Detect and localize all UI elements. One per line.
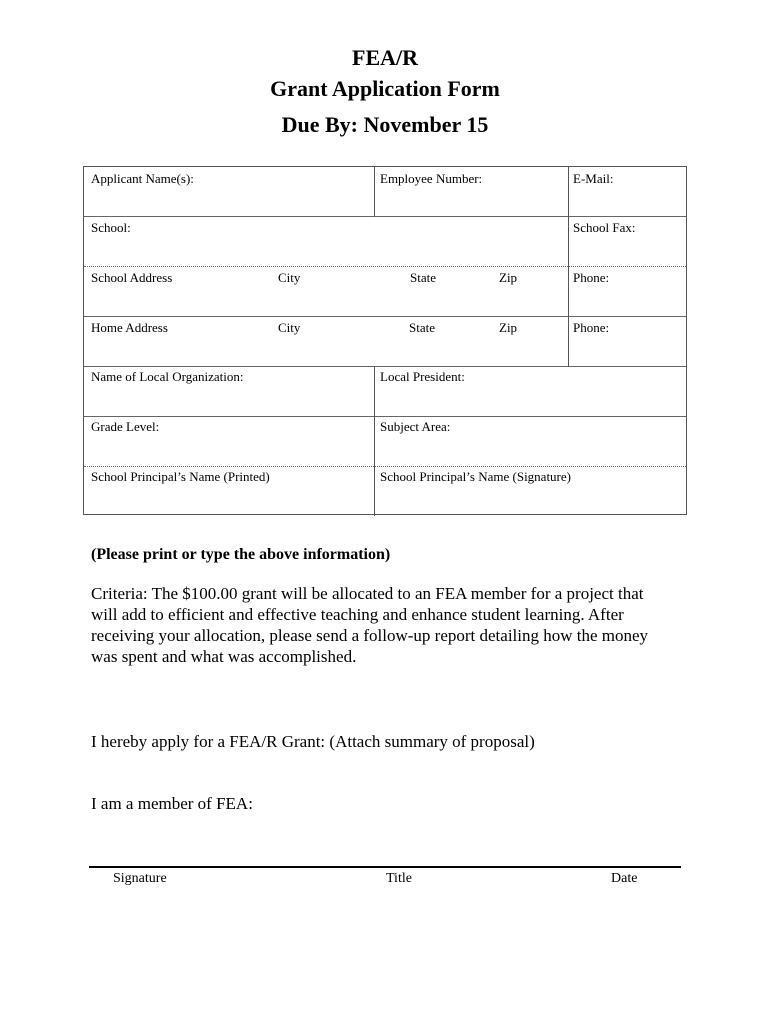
- criteria-text-line: was spent and what was accomplished.: [91, 647, 357, 666]
- row-divider: [84, 216, 686, 217]
- criteria-text-line: will add to efficient and effective teaching and enhance student learning. After: [91, 605, 624, 624]
- row-divider: [84, 316, 686, 317]
- home-city-field[interactable]: City: [278, 320, 301, 335]
- school-city-field[interactable]: City: [278, 270, 301, 285]
- signature-line[interactable]: [89, 866, 681, 868]
- applicant-info-table: [83, 166, 687, 515]
- criteria-text-line: Criteria: The $100.00 grant will be allocated to an FEA member for a project that: [91, 584, 644, 603]
- title-label: Title: [386, 871, 412, 886]
- subject-area-field[interactable]: Subject Area:: [380, 419, 451, 434]
- school-zip-field[interactable]: Zip: [499, 270, 518, 285]
- form-org-title: FEA/R: [352, 45, 418, 70]
- column-divider: [568, 167, 569, 367]
- date-label: Date: [611, 871, 638, 886]
- home-phone-field[interactable]: Phone:: [573, 320, 610, 335]
- school-phone-field[interactable]: Phone:: [573, 270, 610, 285]
- principal-signature-field[interactable]: School Principal’s Name (Signature): [380, 469, 571, 484]
- applicant-names-field[interactable]: Applicant Name(s):: [91, 171, 194, 186]
- column-divider: [374, 366, 375, 516]
- home-zip-field[interactable]: Zip: [499, 320, 518, 335]
- grade-level-field[interactable]: Grade Level:: [91, 419, 160, 434]
- employee-number-field[interactable]: Employee Number:: [380, 171, 483, 186]
- row-divider: [84, 466, 686, 467]
- school-field[interactable]: School:: [91, 220, 131, 235]
- local-president-field[interactable]: Local President:: [380, 369, 465, 384]
- home-state-field[interactable]: State: [409, 320, 435, 335]
- criteria-text-line: receiving your allocation, please send a follow-up report detailing how the money: [91, 626, 649, 645]
- email-field[interactable]: E-Mail:: [573, 171, 614, 186]
- row-divider: [84, 416, 686, 417]
- principal-printed-name-field[interactable]: School Principal’s Name (Printed): [91, 469, 270, 484]
- row-divider: [84, 366, 686, 367]
- member-statement: I am a member of FEA:: [91, 794, 253, 813]
- home-address-field[interactable]: Home Address: [91, 320, 168, 335]
- school-fax-field[interactable]: School Fax:: [573, 220, 636, 235]
- signature-label: Signature: [113, 871, 167, 886]
- column-divider: [374, 167, 375, 217]
- form-due-date: Due By: November 15: [281, 112, 489, 137]
- form-title: Grant Application Form: [270, 76, 500, 101]
- local-organization-field[interactable]: Name of Local Organization:: [91, 369, 244, 384]
- school-address-field[interactable]: School Address: [91, 270, 173, 285]
- school-state-field[interactable]: State: [410, 270, 436, 285]
- row-divider: [84, 266, 686, 267]
- apply-statement: I hereby apply for a FEA/R Grant: (Attach summary of proposal): [91, 732, 535, 751]
- print-instruction-note: (Please print or type the above information): [91, 546, 391, 563]
